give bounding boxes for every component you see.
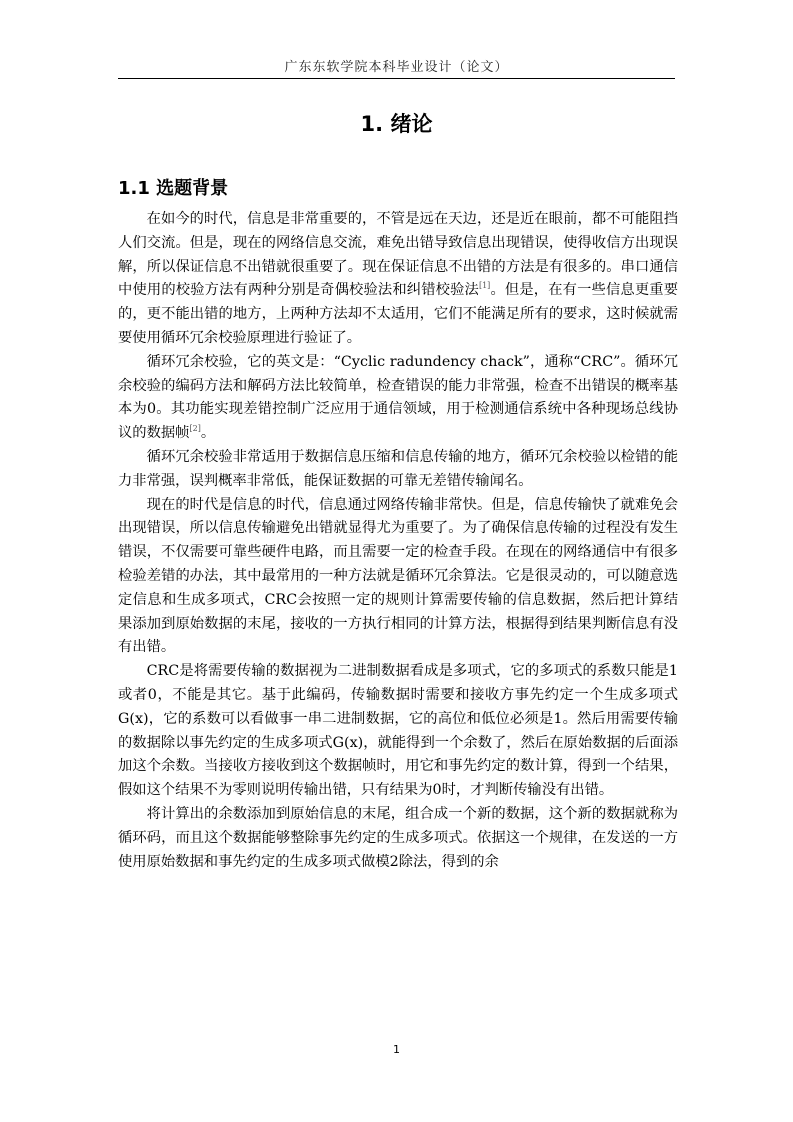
running-header: 广东东软学院本科毕业设计（论文） [284,60,509,75]
body-text [118,208,678,874]
paragraph-5: CRC是将需要传输的数据视为二进制数据看成是多项式，它的多项式的系数只能是1或者0，不能是其它。基于此编码，传输数据时需要和接收方事先约定一个生成多项式G(x)，它的系数可以看做事一串二进制数据，它的高位和低位必须是1。然后用需要传输的数据除以事先约定的生成多项式G(x)，就能得到一个余数了，然后在原始数据的后面添加这个余数。当接收方接收到这个数据帧时，用它和事先约定的数计算，得到一个结果，假如这个结果不为零则说明传输出错，只有结果为0时，才判断传输没有出错。 [118,663,678,799]
paragraph-1-text-b: 。但是，在有一些信息更重要的，更不能出错的地方，上两种方法却不太适用，它们不能满足所有的要求，这时候就需要使用循环冗余校验原理进行验证了。 [118,282,679,346]
paragraph-2-text-a: 循环冗余校验，它的英文是：“Cyclic radundency chack”，通称“CRC”。循环冗余校验的编码方法和解码方法比较简单，检查错误的能力非常强，检查不出错误的概率基本为0。其功能实现差错控制广泛应用于通信领域，用于检测通信系统中各种现场总线协议的数据帧 [118,353,678,442]
paragraph-4: 现在的时代是信息的时代，信息通过网络传输非常快。但是，信息传输快了就难免会出现错误，所以信息传输避免出错就显得尤为重要了。为了确保信息传输的过程没有发生错误，不仅需要可靠些硬件电路，而且需要一定的检查手段。在现在的网络通信中有很多检验差错的办法，其中最常用的一种方法就是循环冗余算法。它是很灵动的，可以随意选定信息和生成多项式，CRC会按照一定的规则计算需要传输的信息数据，然后把计算结果添加到原始数据的末尾，接收的一方执行相同的计算方法，根据得到结果判断信息有没有出错。 [118,496,678,656]
citation-2: [2] [189,424,201,434]
citation-1: [1] [478,281,491,291]
page-number: 1 [393,1043,400,1056]
paragraph-2 [118,351,678,446]
paragraph-2-text-b: 。 [200,425,216,442]
paragraph-1-text-a: 在如今的时代，信息是非常重要的，不管是远在天边，还是近在眼前，都不可能阻挡人们交流。但是，现在的网络信息交流，难免出错导致信息出现错误，使得收信方出现误解，所以保证信息不出错就很重要了。现在保证信息不出错的方法是有很多的。串口通信中使用的校验方法有两种分别是奇偶校验法和纠错校验法 [118,211,678,299]
paragraph-1 [118,208,678,351]
chapter-title: 1. 绪论 [360,112,433,136]
header-rule [118,78,675,79]
paragraph-6: 将计算出的余数添加到原始信息的末尾，组合成一个新的数据，这个新的数据就称为循环码，而且这个数据能够整除事先约定的生成多项式。依据这一个规律，在发送的一方使用原始数据和事先约定的生成多项式做模2除法，得到的余 [118,805,678,870]
paragraph-3: 循环冗余校验非常适用于数据信息压缩和信息传输的地方，循环冗余校验以检错的能力非常强，误判概率非常低，能保证数据的可靠无差错传输闻名。 [118,448,678,489]
section-title: 1.1 选题背景 [118,178,229,199]
